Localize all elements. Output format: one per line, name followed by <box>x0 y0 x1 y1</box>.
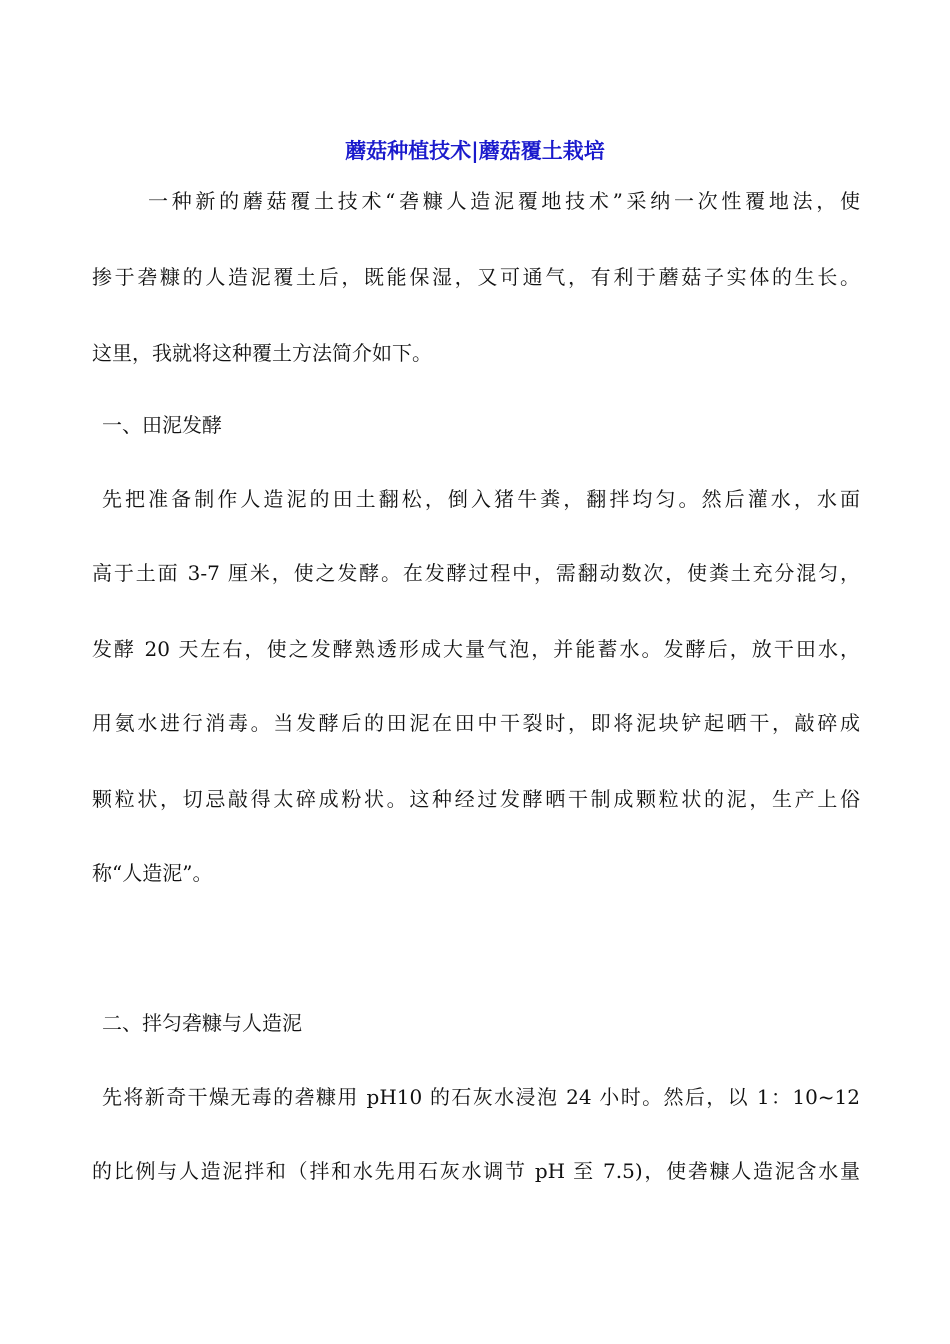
paragraph-line: 颗粒状，切忌敲得太碎成粉状。这种经过发酵晒干制成颗粒状的泥，生产上俗 <box>92 787 860 811</box>
paragraph-line: 的比例与人造泥拌和（拌和水先用石灰水调节 pH 至 7.5)，使砻糠人造泥含水量 <box>92 1159 860 1183</box>
paragraph-line: 用氨水进行消毒。当发酵后的田泥在田中干裂时，即将泥块铲起晒干，敲碎成 <box>92 711 860 735</box>
paragraph-line: 称“人造泥”。 <box>92 861 213 885</box>
paragraph-line: 高于土面 3-7 厘米，使之发酵。在发酵过程中，需翻动数次，使粪土充分混匀， <box>92 561 860 585</box>
paragraph-line: 掺于砻糠的人造泥覆土后，既能保湿，又可通气，有利于蘑菇子实体的生长。 <box>92 265 860 289</box>
paragraph-line: 发酵 20 天左右，使之发酵熟透形成大量气泡，并能蓄水。发酵后，放干田水， <box>92 637 860 661</box>
section-heading: 二、拌匀砻糠与人造泥 <box>102 1011 302 1035</box>
paragraph-line: 这里，我就将这种覆土方法简介如下。 <box>92 341 432 365</box>
section-heading: 一、田泥发酵 <box>102 413 222 437</box>
paragraph-line: 先将新奇干燥无毒的砻糠用 pH10 的石灰水浸泡 24 小时。然后，以 1：10~12 <box>102 1085 860 1109</box>
paragraph-line: 先把准备制作人造泥的田土翻松，倒入猪牛粪，翻拌均匀。然后灌水，水面 <box>102 487 860 511</box>
paragraph-line: 一种新的蘑菇覆土技术“砻糠人造泥覆地技术”采纳一次性覆地法，使 <box>148 189 860 213</box>
document-title: 蘑菇种植技术|蘑菇覆土栽培 <box>345 138 605 163</box>
